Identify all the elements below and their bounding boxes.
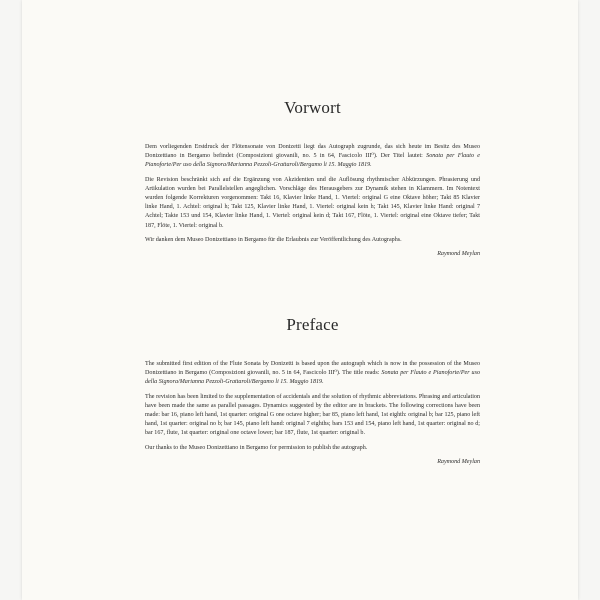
preface-work-title: Sonata per Flauto e Pianoforte/Per uso della Signora/Marianna Pezzoli-Grattaroli/Bergamo li 15. Maggio 1819. — [145, 370, 480, 386]
vorwort-section — [145, 98, 480, 264]
preface-paragraph-3: Our thanks to the Museo Donizettiano in Bergamo for permission to publish the autograph. — [145, 444, 368, 451]
preface-paragraph-2: The revision has been limited to the supplementation of accidentals and the solution of rhythmic abbreviations. Phrasing and articulation have been made the same as parallel passages. Dynamics suggested by the editor are in brackets. The following corrections have been made: bar 16, piano left hand, 1st quarter: original G one octave higher; bar 85, piano left hand, 1st eighth: original b; bar 125, piano left hand, 1st quarter: original no b; bar 145, piano left hand: original 7 eighths; bars 153 and 154, piano left hand, 1st quarter: original no d; bar 167, flute, 1st quarter: original one octave lower; bar 187, flute, 1st quarter: original b. — [145, 393, 480, 437]
preface-paragraph-1 — [145, 360, 480, 388]
vorwort-paragraph-2: Die Revision beschränkt sich auf die Ergänzung von Akzidentien und die Auflösung rhythmischer Abkürzungen. Phrasierung und Artikulation wurden bei Parallelstellen angeglichen. Vorschläge des Herausgebers zur Dynamik stehen in Klammern. Im Notentext wurden folgende Korrekturen vorgenommen: Takt 16, Klavier linke Hand, 1. Viertel: original G eine Oktave höher; Takt 85 Klavier linke Hand, 1. Achtel: original h; Takt 125, Klavier linke Hand, 1. Viertel: original kein h; Takt 145, Klavier linke Hand: original 7 Achtel; Takte 153 und 154, Klavier linke Hand, 1. Viertel: original kein d; Takt 167, Flöte, 1. Viertel: original eine Oktave tiefer; Takt 187, Flöte, 1. Viertel: original b. — [145, 176, 480, 229]
preface-heading: Preface — [286, 315, 339, 334]
vorwort-signature: Raymond Meylan — [437, 251, 480, 258]
vorwort-paragraph-1 — [145, 143, 480, 171]
preface-section — [145, 315, 480, 472]
vorwort-paragraph-3: Wir danken dem Museo Donizettiano in Bergamo für die Erlaubnis zur Veröffentlichung des Autographs. — [145, 236, 402, 243]
vorwort-work-title: Sonata per Flauto e Pianoforte/Per uso della Signora/Marianna Pezzoli-Grattaroli/Bergamo li 15. Maggio 1819. — [145, 153, 481, 169]
document-page — [22, 0, 578, 600]
vorwort-paragraph-1-text: Dem vorliegenden Erstdruck der Flötensonate von Donizetti liegt das Autograph zugrunde, das sich heute im Besitz des Museo Donizettiano in Bergamo befindet (Composizioni giovanili, no. 5 in 64, Fascicolo III⁰). Der Titel lautet: — [145, 144, 480, 160]
preface-signature: Raymond Meylan — [437, 458, 480, 465]
vorwort-heading: Vorwort — [284, 98, 341, 117]
preface-paragraph-1-text: The submitted first edition of the Flute Sonata by Donizetti is based upon the autograph which is now in the possession of the Museo Donizettiano in Bergamo (Composizioni giovanili, no. 5 in 64, Fascicolo III⁰). The title reads: — [145, 361, 480, 377]
